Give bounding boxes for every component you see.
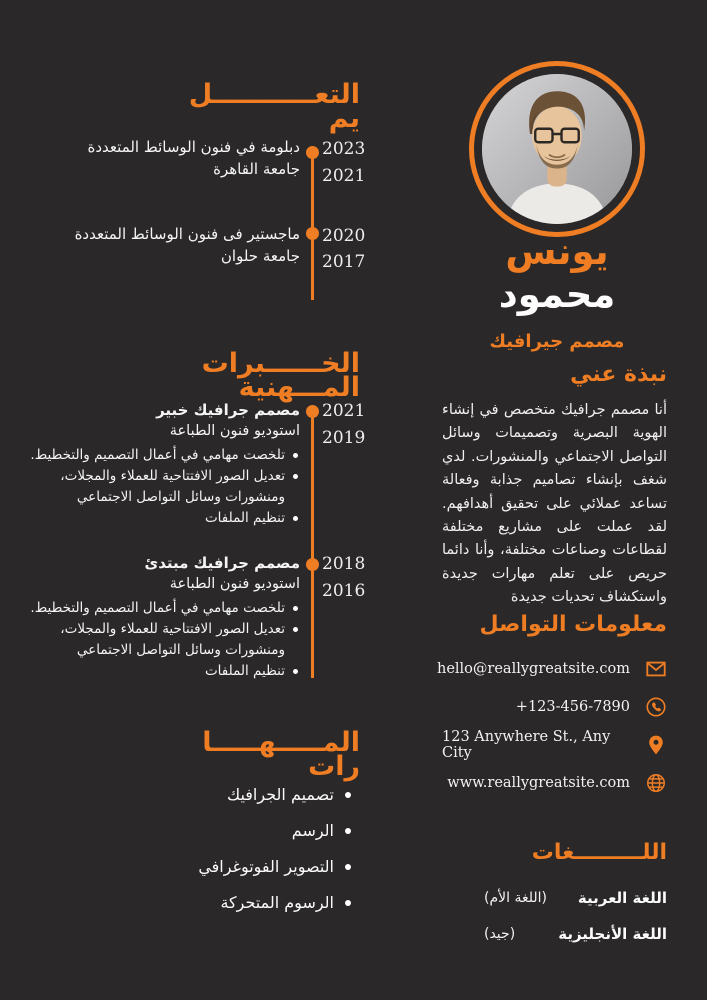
about-text: أنا مصمم جرافيك متخصص في إنشاء الهوية البصرية وتصميمات وسائل التواصل الاجتماعي والمنشورات. لدي شغف بإنشاء تصاميم جذابة وفعالة تساعد عملائي على تحقيق أهدافهم. لقد عملت على مشاريع مختلفة لقطاعات وصناعات مختلفة، وأنا دائما حريص على تعلم مهارات جديدة واستكشاف تحديات جديدة	[442, 402, 667, 606]
experience-year-start: 2016	[322, 581, 366, 601]
skills-list	[30, 784, 360, 928]
language-level: (جيد)	[484, 926, 516, 942]
education-entry	[30, 223, 300, 267]
profile-photo	[482, 74, 632, 224]
portrait-illustration	[482, 74, 632, 224]
job-title: مصمم جيرافيك	[489, 331, 625, 352]
about-title: نبذة عني	[570, 362, 667, 387]
education-year-start: 2017	[322, 252, 366, 272]
experience-bullet: تنظيم الملفات	[30, 508, 300, 529]
timeline-dot	[306, 405, 319, 418]
education-title: التعـــــــــــل يم	[188, 79, 360, 134]
education-entry	[30, 136, 300, 180]
experience-bullet: تلخصت مهامي في أعمال التصميم والتخطيط.	[30, 598, 300, 619]
address-value: 123 Anywhere St., Any City	[442, 729, 611, 761]
role: مصمم جرافيك مبتدئ	[144, 554, 300, 572]
experience-bullet: تنظيم الملفات	[30, 661, 300, 682]
education-year-end: 2023	[322, 139, 366, 159]
last-name: محمود	[498, 273, 616, 316]
education-timeline-line	[311, 150, 314, 300]
languages-list	[442, 880, 667, 952]
skill-item: تصميم الجرافيك	[30, 784, 360, 805]
contact-row-phone	[442, 688, 667, 726]
email-value: hello@reallygreatsite.com	[436, 661, 630, 677]
website-value: www.reallygreatsite.com	[447, 775, 630, 791]
email-icon	[645, 658, 667, 680]
language-row	[442, 916, 667, 952]
language-name: اللغة الأنجليزية	[558, 925, 667, 943]
experience-entry	[30, 400, 300, 529]
degree: دبلومة في فنون الوسائط المتعددة	[87, 138, 300, 156]
education-year-start: 2021	[322, 166, 366, 186]
skill-item: التصوير الفوتوغرافي	[30, 856, 360, 877]
language-name: اللغة العربية	[577, 889, 667, 907]
school: جامعة القاهرة	[213, 160, 300, 178]
contact-row-email	[436, 650, 667, 688]
contact-title: معلومات التواصل	[479, 612, 667, 637]
company: استوديو فنون الطباعة	[169, 576, 300, 592]
first-name: يونس	[505, 230, 609, 273]
timeline-dot	[306, 227, 319, 240]
experience-entry	[30, 553, 300, 682]
contact-section	[436, 612, 667, 802]
company: استوديو فنون الطباعة	[169, 423, 300, 439]
role: مصمم جرافيك خبير	[156, 401, 300, 419]
about-section	[442, 362, 667, 610]
timeline-dot	[306, 146, 319, 159]
contact-list	[436, 650, 667, 802]
experience-title: الخــــــبرات المـــهنية	[201, 348, 360, 403]
skills-title: المـــــهـــــا رات	[202, 727, 360, 782]
timeline-dot	[306, 558, 319, 571]
experience-bullet: تعديل الصور الافتتاحية للعملاء والمجلات، ومنشورات وسائل التواصل الاجتماعي	[30, 619, 300, 661]
degree: ماجستير فى فنون الوسائط المتعددة	[74, 225, 300, 243]
experience-bullet: تعديل الصور الافتتاحية للعملاء والمجلات، ومنشورات وسائل التواصل الاجتماعي	[30, 466, 300, 508]
language-level: (اللغة الأم)	[484, 890, 547, 906]
phone-icon	[645, 696, 667, 718]
contact-row-address	[442, 726, 667, 764]
globe-icon	[645, 772, 667, 794]
name-block	[447, 231, 667, 352]
language-row	[442, 880, 667, 916]
location-icon	[645, 734, 667, 756]
skill-item: الرسم	[30, 820, 360, 841]
school: جامعة حلوان	[220, 247, 300, 265]
experience-year-start: 2019	[322, 428, 366, 448]
experience-timeline-line	[311, 410, 314, 678]
phone-value: +123-456-7890	[515, 699, 630, 715]
languages-section	[442, 840, 667, 952]
experience-bullet: تلخصت مهامي في أعمال التصميم والتخطيط.	[30, 445, 300, 466]
education-year-end: 2020	[322, 226, 366, 246]
experience-year-end: 2021	[322, 401, 366, 421]
skill-item: الرسوم المتحركة	[30, 892, 360, 913]
experience-year-end: 2018	[322, 554, 366, 574]
contact-row-website	[442, 764, 667, 802]
profile-photo-ring	[469, 61, 645, 237]
languages-title: اللـــــــــغات	[531, 840, 667, 865]
